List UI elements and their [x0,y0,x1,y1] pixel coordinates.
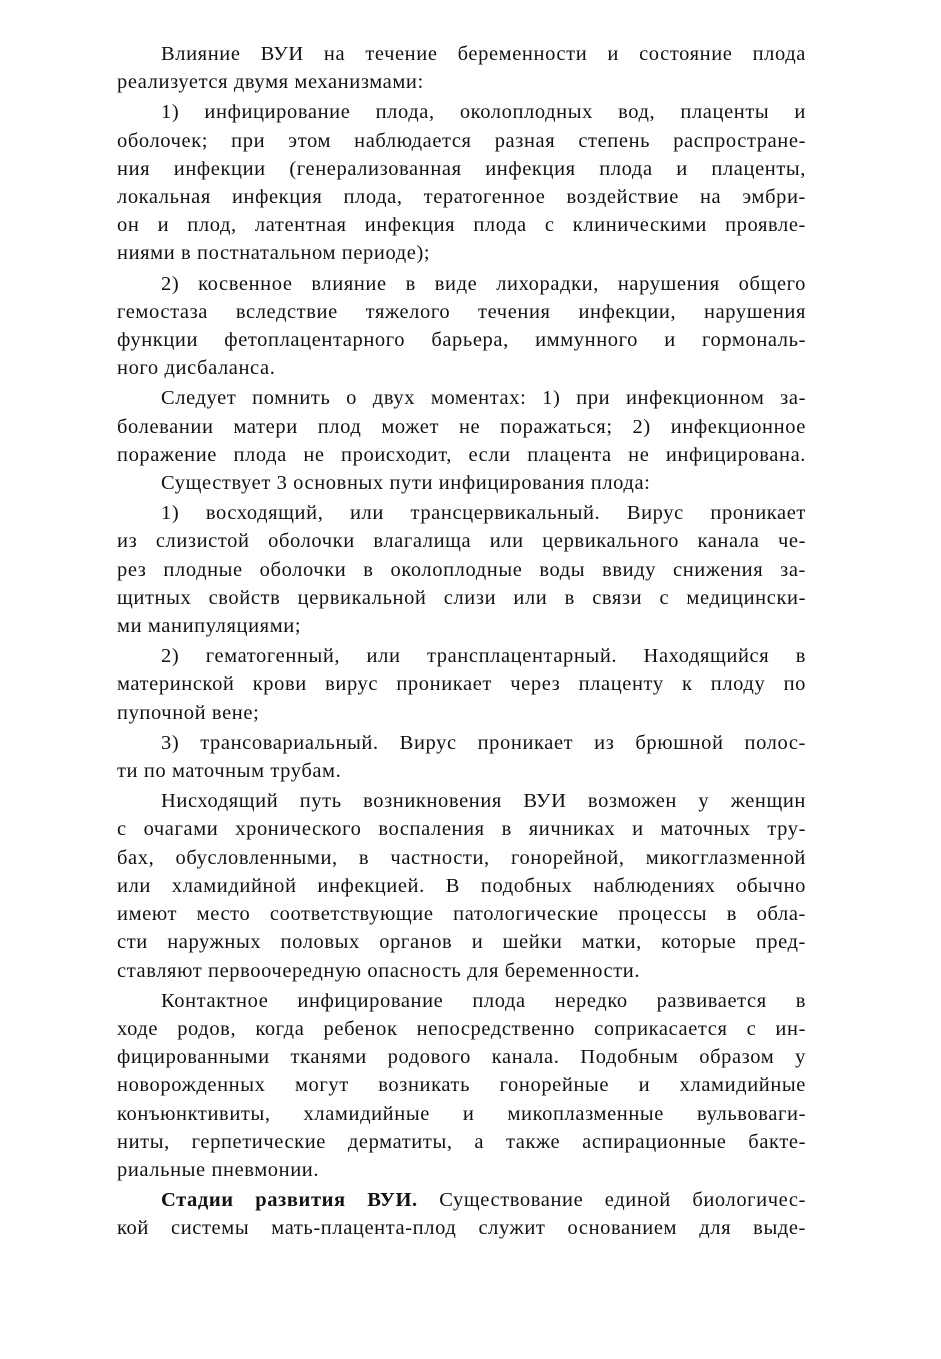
text-line: сти наружных половых органов и шейки матки, которые пред- [117,931,806,954]
paragraph-9 [117,787,806,984]
text-line: локальная инфекция плода, тератогенное воздействие на эмбри- [117,186,806,209]
text-line: кой системы мать-плацента-плод служит основанием для выде- [117,1217,806,1240]
paragraph-6 [117,499,806,640]
text-line: новорожденных могут возникать гонорейные и хламидийные [117,1074,806,1097]
paragraph-7 [117,642,806,727]
paragraph-3 [117,270,806,383]
text-line: Существует 3 основных пути инфицирования плода: [161,472,651,495]
text-line: материнской крови вирус проникает через плаценту к плоду по [117,673,806,696]
paragraph-10 [117,987,806,1184]
paragraph-1 [117,40,806,96]
text-line: Следует помнить о двух моментах: 1) при инфекционном за- [161,387,806,410]
text-line: 1) инфицирование плода, околоплодных вод, плаценты и [161,101,806,124]
document-page [117,40,806,1243]
text-line: ниты, герпетические дерматиты, а также аспирационные бакте- [117,1130,806,1153]
text-line: функции фетоплацентарного барьера, иммунного и гормональ- [117,329,806,352]
text-span: Существование единой биологичес- [417,1189,806,1212]
text-line: 3) трансовариальный. Вирус проникает из брюшной полос- [161,731,806,754]
text-line: ми манипуляциями; [117,615,302,638]
text-line: пупочной вене; [117,701,260,724]
text-line: бах, обусловленными, в частности, гонорейной, микогглазменной [117,846,806,869]
text-line: риальные пневмонии. [117,1158,320,1181]
text-line: он и плод, латентная инфекция плода с клиническими проявле- [117,214,806,237]
text-line: ти по маточным трубам. [117,760,342,783]
text-line: щитных свойств цервикальной слизи или в связи с медицински- [117,586,806,609]
text-line: из слизистой оболочки влагалища или цервикального канала че- [117,530,806,553]
text-line: Нисходящий путь возникновения ВУИ возможен у женщин [161,790,806,813]
text-line: ния инфекции (генерализованная инфекция плода и плаценты, [117,157,806,180]
section-heading: Стадии развития ВУИ. [161,1189,418,1212]
text-line: реализуется двумя механизмами: [117,71,424,94]
text-line: 2) гематогенный, или трансплацентарный. Находящийся в [161,645,806,668]
paragraph-8 [117,729,806,785]
text-line: фицированными тканями родового канала. Подобным образом у [117,1046,806,1069]
paragraph-4 [117,384,806,469]
text-line: гемостаза вследствие тяжелого течения инфекции, нарушения [117,300,806,323]
text-line: ного дисбаланса. [117,357,276,380]
text-line: ставляют первоочередную опасность для беременности. [117,959,641,982]
text-line: болевании матери плод может не поражаться; 2) инфекционное [117,415,806,438]
text-line: или хламидийной инфекцией. В подобных наблюдениях обычно [117,874,806,897]
text-line: имеют место соответствующие патологические процессы в обла- [117,903,806,926]
text-line: ходе родов, когда ребенок непосредственно соприкасается с ин- [117,1017,806,1040]
text-line: 2) косвенное влияние в виде лихорадки, нарушения общего [161,272,806,295]
text-line: конъюнктивиты, хламидийные и микоплазменные вульвоваги- [117,1102,806,1125]
text-line: Контактное инфицирование плода нередко развивается в [161,989,806,1012]
text-line: ниями в постнатальном периоде); [117,242,431,265]
paragraph-2 [117,98,806,267]
text-line: оболочек; при этом наблюдается разная степень распростране- [117,129,806,152]
text-line: поражение плода не происходит, если плацента не инфицирована. [117,443,806,466]
paragraph-5 [117,469,806,497]
text-line: 1) восходящий, или трансцервикальный. Вирус проникает [161,502,806,525]
text-line [117,1186,806,1214]
text-line: с очагами хронического воспаления в яичниках и маточных тру- [117,818,806,841]
text-line: Влияние ВУИ на течение беременности и состояние плода [161,43,806,65]
text-line: рез плодные оболочки в околоплодные воды ввиду снижения за- [117,558,806,581]
paragraph-11 [117,1186,806,1242]
